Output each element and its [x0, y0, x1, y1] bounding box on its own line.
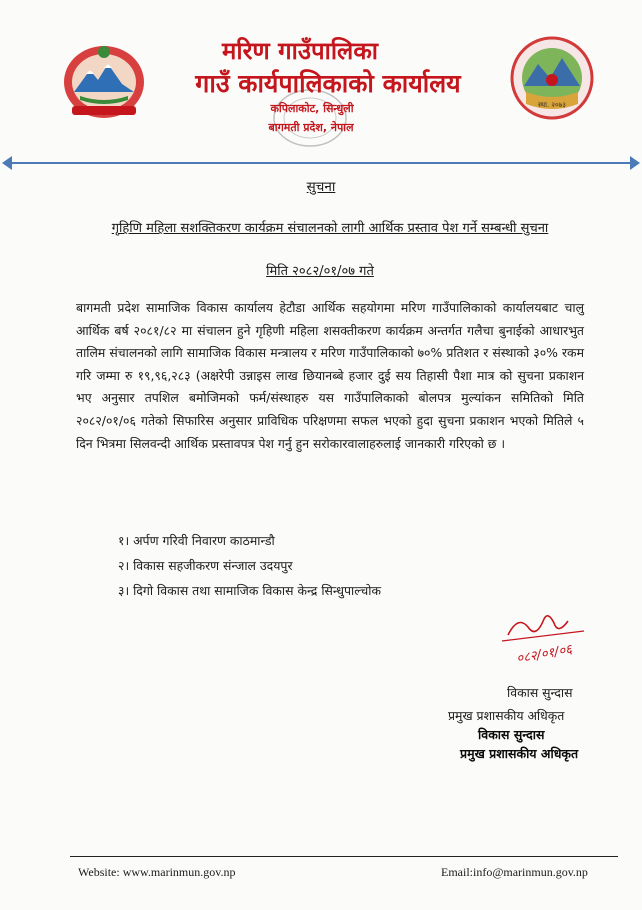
- footer-email[interactable]: Email:info@marinmun.gov.np: [441, 865, 588, 879]
- divider-right-arrow: [630, 156, 640, 170]
- signatory-name: विकास सुन्दास: [507, 685, 573, 700]
- list-item: ३। दिगो विकास तथा सामाजिक विकास केन्द्र सिन्धुपाल्चोक: [118, 583, 381, 598]
- footer-divider: [70, 856, 618, 857]
- notice-subject: गृहिणि महिला सशक्तिकरण कार्यक्रम संचालनको लागी आर्थिक प्रस्ताव पेश गर्ने सम्बन्धी सुचना: [111, 221, 549, 236]
- stamp-designation: प्रमुख प्रशासकीय अधिकृत: [460, 746, 579, 761]
- emblem-year: स्था. २०७३: [538, 101, 566, 109]
- nepal-emblem-icon: [60, 40, 148, 122]
- office-name: गाउँ कार्यपालिकाको कार्यालय: [195, 69, 461, 98]
- list-item: १। अर्पण गरिवी निवारण काठमान्डौ: [118, 533, 275, 548]
- address-line-2: बागमती प्रदेश, नेपाल: [268, 121, 354, 134]
- address-line-1: कपिलाकोट, सिन्धुली: [270, 102, 354, 115]
- signature-date: ०८२/०१/०६: [515, 642, 574, 667]
- municipality-name: मरिण गाउँपालिका: [222, 37, 378, 65]
- signatory-designation: प्रमुख प्रशासकीय अधिकृत: [448, 708, 565, 723]
- stamp-name: विकास सुन्दास: [478, 727, 545, 742]
- footer-website[interactable]: Website: www.marinmun.gov.np: [78, 865, 236, 879]
- notice-heading: सुचना: [306, 179, 336, 195]
- notice-body: बागमती प्रदेश सामाजिक विकास कार्यालय हेटौडा आर्थिक सहयोगमा मरिण गाउँपालिकाको कार्यालयबाट चालु आर्थिक बर्ष २०८१/८२ मा संचालन हुने गृहिणी महिला शसक्तीकरण कार्यक्रम अन्तर्गत गलैचा बुनाईको आधारभुत तालिम संचालनको लागि सामाजिक विकास मन्त्रालय र मरिण गाउँपालिकाको ७०% प्रतिशत र संस्थाको ३०% रकम गरि जम्मा रु १९,९६,२८३ (अक्षरेपी उन्नाइस लाख छियानब्बे हजार दुई सय तिहासी पैशा मात्र को सुचना प्रकाशन भए अनुसार तपशिल बमोजिमको फर्म/संस्थाहरु यस गाउँपालिकाको बोलपत्र मुल्यांकन समितिको मिति २०८२/०१/०६ गतेको सिफारिस अनुसार प्राविधिक परिक्षणमा सफल भएको हुदा सुचना प्रकाशन भएको मितिले ५ दिन भित्रमा सिलवन्दी आर्थिक प्रस्तावपत्र पेश गर्नु हुन सरोकारवालाहरुलाई जानकारी गरिएको छ ।: [76, 300, 584, 451]
- notice-date: मिति २०८२/०१/०७ गते: [266, 264, 374, 279]
- header-divider: [10, 162, 632, 164]
- handwritten-signature: [488, 605, 598, 675]
- list-item: २। विकास सहजीकरण संन्जाल उदयपुर: [118, 558, 293, 573]
